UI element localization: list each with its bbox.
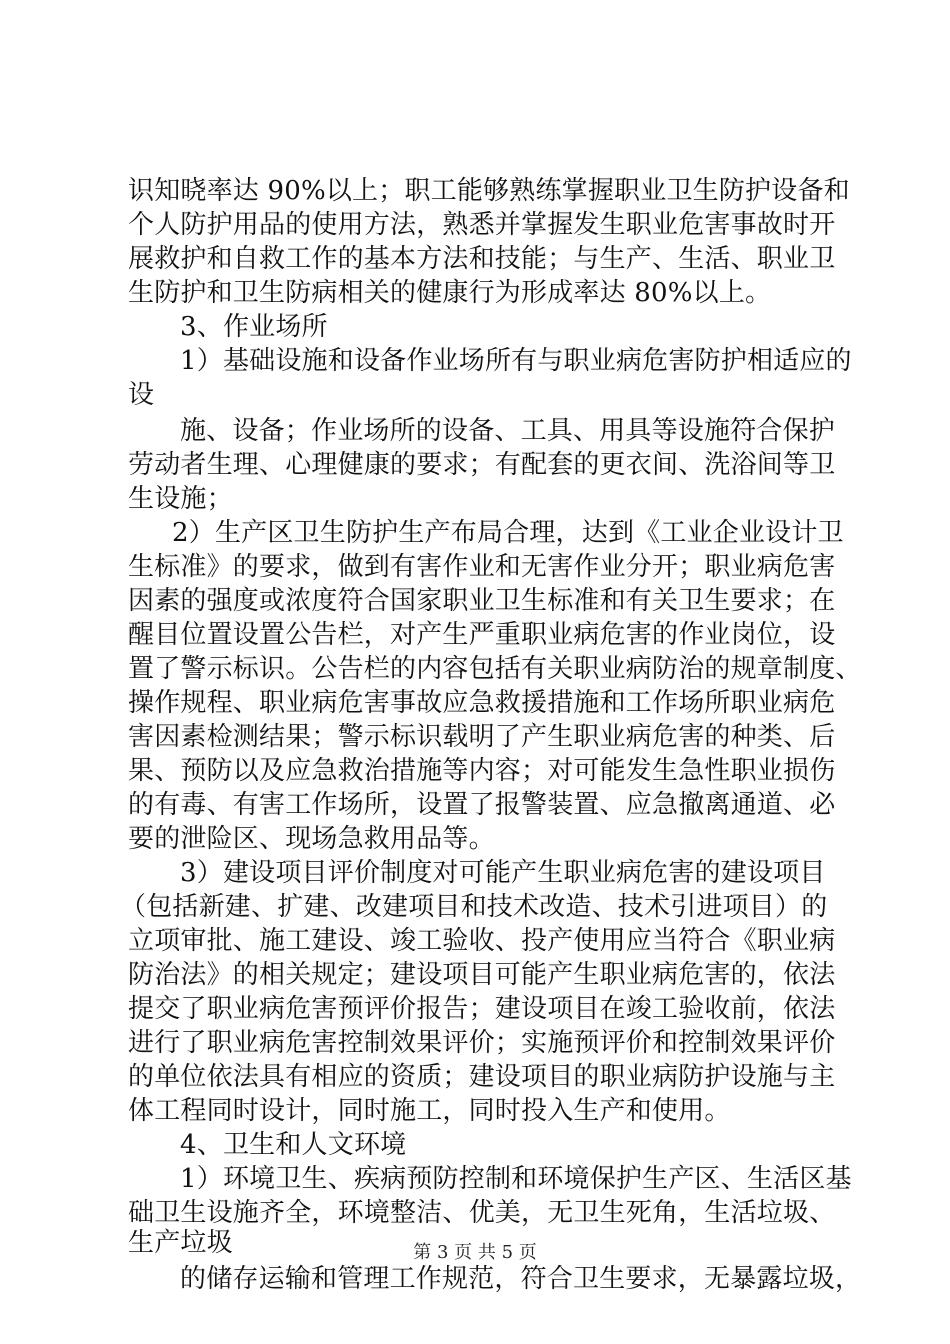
text-line: 防治法》的相关规定；建设项目可能产生职业病危害的，依法 [128, 960, 836, 990]
text-line: 进行了职业病危害控制效果评价；实施预评价和控制效果评价 [128, 1028, 836, 1058]
page-number-footer: 第 3 页 共 5 页 [413, 1242, 537, 1263]
text-line: 置了警示标识。公告栏的内容包括有关职业病防治的规章制度、 [128, 654, 862, 684]
text-line: 生标准》的要求，做到有害作业和无害作业分开；职业病危害 [128, 552, 836, 582]
text-line: 3）建设项目评价制度对可能产生职业病危害的建设项目 [180, 858, 826, 888]
text-line: 劳动者生理、心理健康的要求；有配套的更衣间、洗浴间等卫 [128, 450, 836, 480]
text-line: 害因素检测结果；警示标识载明了产生职业病危害的种类、后 [128, 722, 836, 752]
section-heading: 3、作业场所 [180, 312, 328, 342]
text-line: 的有毒、有害工作场所，设置了报警装置、应急撤离通道、必 [128, 790, 836, 820]
text-line: 立项审批、施工建设、竣工验收、投产使用应当符合《职业病 [128, 926, 836, 956]
text-line: 施、设备；作业场所的设备、工具、用具等设施符合保护 [180, 416, 836, 446]
text-line: 提交了职业病危害预评价报告；建设项目在竣工验收前，依法 [128, 994, 836, 1024]
text-line: 展救护和自救工作的基本方法和技能；与生产、生活、职业卫 [128, 244, 836, 274]
text-line: 的单位依法具有相应的资质；建设项目的职业病防护设施与主 [128, 1062, 836, 1092]
text-line: 体工程同时设计，同时施工，同时投入生产和使用。 [128, 1096, 731, 1126]
text-line: 础卫生设施齐全，环境整洁、优美，无卫生死角，生活垃圾、 [128, 1198, 836, 1228]
text-line: 果、预防以及应急救治措施等内容；对可能发生急性职业损伤 [128, 756, 836, 786]
text-line: 醒目位置设置公告栏，对产生严重职业病危害的作业岗位，设 [128, 620, 836, 650]
text-line: 识知晓率达 90%以上；职工能够熟练掌握职业卫生防护设备和 [128, 176, 850, 206]
text-line: 1）基础设施和设备作业场所有与职业病危害防护相适应的 [180, 346, 852, 376]
text-line: 1）环境卫生、疾病预防控制和环境保护生产区、生活区基 [180, 1164, 852, 1194]
text-line: 的储存运输和管理工作规范，符合卫生要求，无暴露垃圾， [180, 1264, 862, 1294]
text-line: 2）生产区卫生防护生产布局合理，达到《工业企业设计卫 [172, 518, 844, 548]
text-line: 生产垃圾 [128, 1228, 233, 1258]
text-line: 因素的强度或浓度符合国家职业卫生标准和有关卫生要求；在 [128, 586, 836, 616]
text-line: （包括新建、扩建、改建项目和技术改造、技术引进项目）的 [120, 892, 828, 922]
text-line: 个人防护用品的使用方法，熟悉并掌握发生职业危害事故时开 [128, 210, 836, 240]
section-heading: 4、卫生和人文环境 [180, 1130, 407, 1160]
text-line: 生防护和卫生防病相关的健康行为形成率达 80%以上。 [128, 278, 772, 308]
text-line: 设 [128, 380, 155, 410]
text-line: 生设施； [128, 484, 233, 514]
text-line: 操作规程、职业病危害事故应急救援措施和工作场所职业病危 [128, 688, 836, 718]
text-line: 要的泄险区、现场急救用品等。 [128, 824, 495, 854]
